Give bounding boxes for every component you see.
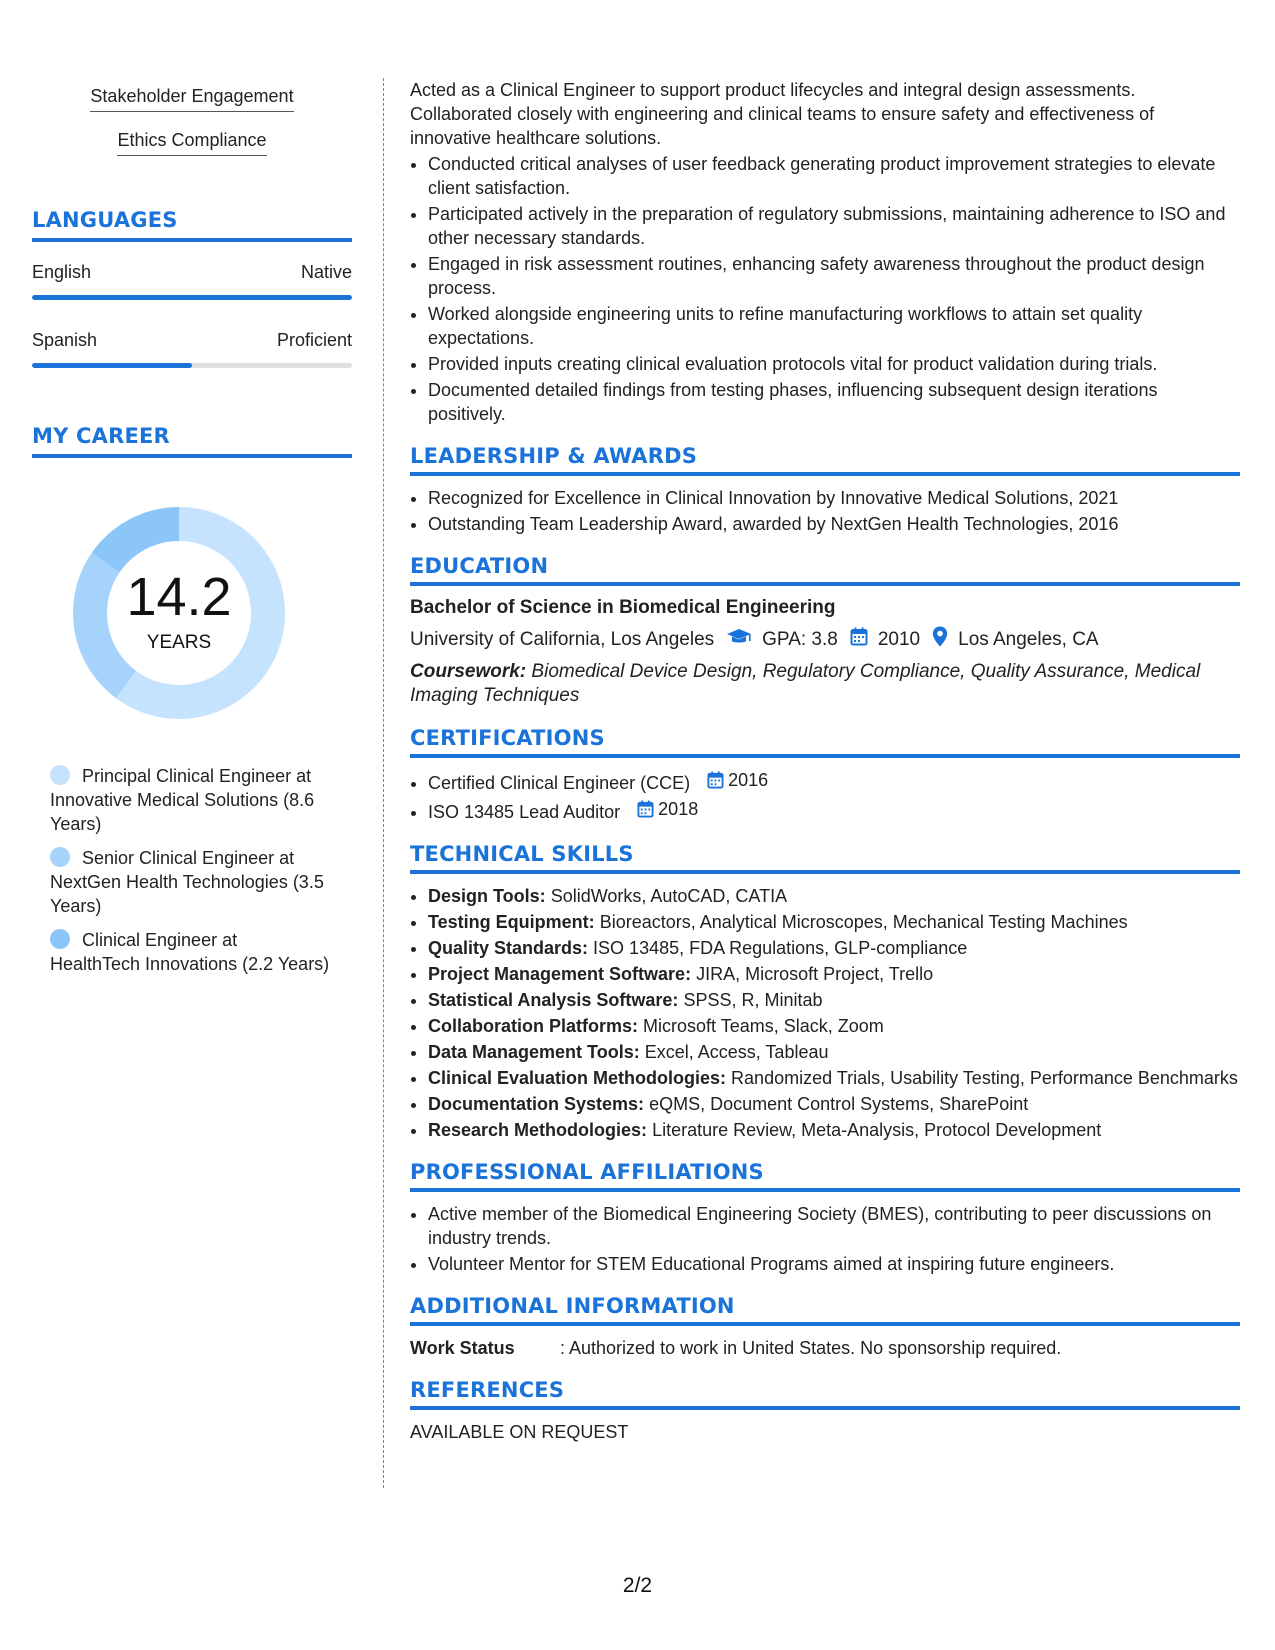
- list-item: • Active member of the Biomedical Engineering Society (BMES), contributing to peer discussions on industry trends.: [428, 1202, 1240, 1250]
- work-status-value: : Authorized to work in United States. No sponsorship required.: [560, 1338, 1062, 1358]
- skill-value: JIRA, Microsoft Project, Trello: [696, 964, 934, 984]
- calendar-icon: [850, 627, 868, 653]
- skill-tag: Ethics Compliance: [32, 130, 352, 156]
- left-column: [32, 78, 352, 986]
- language-bar-fill: [32, 295, 352, 300]
- graduation-year: 2010: [877, 629, 921, 650]
- language-name: English: [32, 262, 92, 282]
- languages-heading: LANGUAGES: [32, 208, 352, 242]
- right-column: [410, 78, 1240, 1444]
- career-donut-chart: [64, 498, 294, 728]
- list-item: [428, 884, 1240, 908]
- skill-label: Statistical Analysis Software:: [428, 990, 679, 1010]
- gpa: GPA: 3.8: [762, 629, 838, 650]
- career-legend-item: Principal Clinical Engineer at Innovative Medical Solutions (8.6 Years): [50, 766, 315, 834]
- list-item: • Recognized for Excellence in Clinical Innovation by Innovative Medical Solutions, 2021: [428, 486, 1240, 510]
- affiliations-list: [410, 1202, 1240, 1276]
- languages-list: [32, 262, 352, 368]
- work-status-label: Work Status: [410, 1338, 515, 1358]
- legend-dot: [50, 765, 70, 785]
- skill-label: Design Tools:: [428, 886, 546, 906]
- skill-label: Data Management Tools:: [428, 1042, 640, 1062]
- skill-label: Quality Standards:: [428, 938, 589, 958]
- language-level: Proficient: [276, 330, 352, 350]
- certification-name: Certified Clinical Engineer (CCE): [428, 773, 691, 793]
- career-heading: MY CAREER: [32, 424, 352, 458]
- skill-tag: Stakeholder Engagement: [32, 86, 352, 112]
- career-legend-item: Senior Clinical Engineer at NextGen Health Technologies (3.5 Years): [50, 848, 324, 916]
- skill-value: Literature Review, Meta-Analysis, Protocol Development: [652, 1120, 1102, 1140]
- certification-name: ISO 13485 Lead Auditor: [428, 802, 621, 822]
- skill-label: Collaboration Platforms:: [428, 1016, 639, 1036]
- list-item: • Engaged in risk assessment routines, enhancing safety awareness throughout the product design process.: [428, 252, 1240, 300]
- experience-bullets: [410, 152, 1240, 426]
- skill-label: Clinical Evaluation Methodologies:: [428, 1068, 727, 1088]
- leadership-heading: LEADERSHIP & AWARDS: [410, 444, 1240, 476]
- list-item: [428, 988, 1240, 1012]
- skill-value: ISO 13485, FDA Regulations, GLP-compliance: [593, 938, 968, 958]
- career-total: 14.2: [126, 567, 232, 627]
- education-heading: EDUCATION: [410, 554, 1240, 586]
- school-name: University of California, Los Angeles: [410, 629, 715, 650]
- additional-info-heading: ADDITIONAL INFORMATION: [410, 1294, 1240, 1326]
- certifications-heading: CERTIFICATIONS: [410, 726, 1240, 758]
- education-details: [410, 626, 1240, 654]
- list-item: [428, 768, 1240, 795]
- list-item: [428, 1118, 1240, 1142]
- degree-title: Bachelor of Science in Biomedical Engineering: [410, 597, 836, 618]
- list-item: • Provided inputs creating clinical evaluation protocols vital for product validation during trials.: [428, 352, 1240, 376]
- coursework: [410, 660, 1240, 708]
- graduation-cap-icon: [726, 628, 752, 653]
- legend-dot: [50, 929, 70, 949]
- technical-skills-heading: TECHNICAL SKILLS: [410, 842, 1240, 874]
- list-item: • Worked alongside engineering units to refine manufacturing workflows to attain set quality expectations.: [428, 302, 1240, 350]
- list-item: [428, 797, 1240, 824]
- skill-value: Microsoft Teams, Slack, Zoom: [643, 1016, 884, 1036]
- experience-summary: Acted as a Clinical Engineer to support product lifecycles and integral design assessments. Collaborated closely with engineering and clinical teams to ensure safety and effectiveness of innovative healthcare solutions.: [410, 80, 1155, 148]
- list-item: [428, 1014, 1240, 1038]
- calendar-icon: [637, 800, 654, 818]
- language-level: Native: [300, 262, 352, 282]
- career-legend: [32, 764, 352, 976]
- list-item: • Volunteer Mentor for STEM Educational Programs aimed at inspiring future engineers.: [428, 1252, 1240, 1276]
- language-item: [32, 330, 352, 368]
- language-bar-fill: [32, 363, 192, 368]
- career-legend-item: Clinical Engineer at HealthTech Innovations (2.2 Years): [50, 930, 330, 974]
- skill-value: Bioreactors, Analytical Microscopes, Mechanical Testing Machines: [599, 912, 1128, 932]
- language-bar: [32, 295, 352, 300]
- skill-label: Research Methodologies:: [428, 1120, 648, 1140]
- location-pin-icon: [932, 626, 948, 654]
- references-text: AVAILABLE ON REQUEST: [410, 1422, 629, 1442]
- language-bar: [32, 363, 352, 368]
- list-item: [428, 1066, 1240, 1090]
- skill-value: eQMS, Document Control Systems, SharePoint: [649, 1094, 1029, 1114]
- list-item: • Conducted critical analyses of user feedback generating product improvement strategies to elevate client satisfaction.: [428, 152, 1240, 200]
- calendar-icon: [707, 771, 724, 789]
- list-item: [428, 1040, 1240, 1064]
- certification-year: 2016: [728, 770, 769, 790]
- skill-label: Testing Equipment:: [428, 912, 595, 932]
- list-item: [428, 1092, 1240, 1116]
- coursework-list: Biomedical Device Design, Regulatory Compliance, Quality Assurance, Medical Imaging Techniques: [410, 661, 1201, 706]
- technical-skills-list: [410, 884, 1240, 1142]
- list-item: • Documented detailed findings from testing phases, influencing subsequent design iterations positively.: [428, 378, 1240, 426]
- column-divider: [383, 78, 384, 1488]
- list-item: • Outstanding Team Leadership Award, awarded by NextGen Health Technologies, 2016: [428, 512, 1240, 536]
- skill-value: Randomized Trials, Usability Testing, Performance Benchmarks: [731, 1068, 1238, 1088]
- list-item: • Participated actively in the preparation of regulatory submissions, maintaining adherence to ISO and other necessary standards.: [428, 202, 1240, 250]
- skill-label: Project Management Software:: [428, 964, 692, 984]
- legend-dot: [50, 847, 70, 867]
- references-heading: REFERENCES: [410, 1378, 1240, 1410]
- list-item: [428, 962, 1240, 986]
- skill-label: Documentation Systems:: [428, 1094, 645, 1114]
- certification-year: 2018: [658, 799, 699, 819]
- certifications-list: [410, 768, 1240, 824]
- work-status-row: [410, 1336, 1240, 1360]
- skill-value: SPSS, R, Minitab: [683, 990, 823, 1010]
- skill-value: SolidWorks, AutoCAD, CATIA: [550, 886, 788, 906]
- language-name: Spanish: [32, 330, 98, 350]
- affiliations-heading: PROFESSIONAL AFFILIATIONS: [410, 1160, 1240, 1192]
- skill-value: Excel, Access, Tableau: [644, 1042, 829, 1062]
- list-item: [428, 936, 1240, 960]
- coursework-label: Coursework:: [410, 661, 527, 682]
- leadership-list: [410, 486, 1240, 536]
- language-item: [32, 262, 352, 300]
- list-item: [428, 910, 1240, 934]
- career-unit: YEARS: [146, 632, 212, 653]
- page-number: 2/2: [622, 1574, 653, 1597]
- school-location: Los Angeles, CA: [958, 629, 1099, 650]
